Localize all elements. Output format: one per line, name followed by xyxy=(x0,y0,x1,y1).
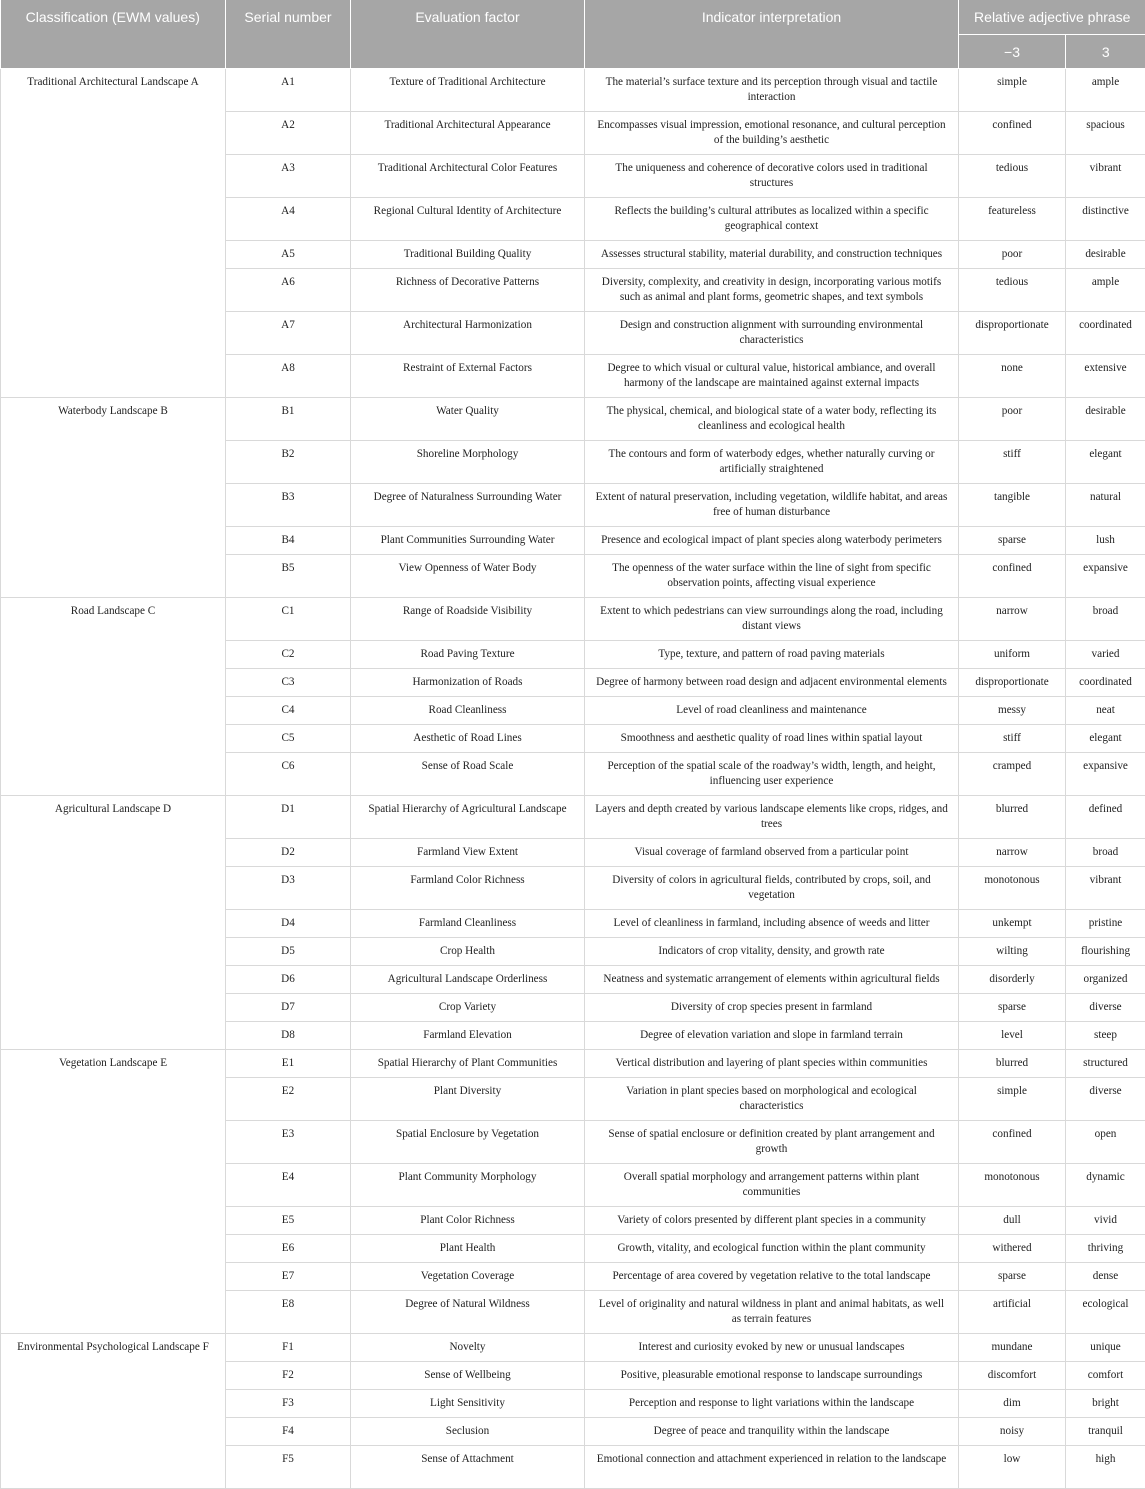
positive-phrase-cell: defined xyxy=(1066,796,1145,839)
negative-phrase-cell: disorderly xyxy=(959,966,1066,994)
evaluation-factor-cell: Degree of Naturalness Surrounding Water xyxy=(351,484,585,527)
table-row xyxy=(1,598,1145,641)
interpretation-cell: The openness of the water surface within the line of sight from specific observation points, affecting visual experience xyxy=(585,555,959,598)
positive-phrase-cell: diverse xyxy=(1066,994,1145,1022)
serial-number-cell: B5 xyxy=(226,555,351,598)
table-header xyxy=(1,0,1145,69)
evaluation-factor-cell: Spatial Hierarchy of Plant Communities xyxy=(351,1050,585,1078)
serial-number-cell: E7 xyxy=(226,1263,351,1291)
category-cell: Waterbody Landscape B xyxy=(1,398,226,598)
negative-phrase-cell: poor xyxy=(959,241,1066,269)
evaluation-factor-cell: View Openness of Water Body xyxy=(351,555,585,598)
positive-phrase-cell: lush xyxy=(1066,527,1145,555)
category-cell: Vegetation Landscape E xyxy=(1,1050,226,1334)
interpretation-cell: Overall spatial morphology and arrangement patterns within plant communities xyxy=(585,1164,959,1207)
interpretation-cell: Visual coverage of farmland observed from a particular point xyxy=(585,839,959,867)
negative-phrase-cell: featureless xyxy=(959,198,1066,241)
serial-number-cell: F1 xyxy=(226,1334,351,1362)
positive-phrase-cell: broad xyxy=(1066,598,1145,641)
negative-phrase-cell: cramped xyxy=(959,753,1066,796)
negative-phrase-cell: discomfort xyxy=(959,1362,1066,1390)
negative-phrase-cell: tedious xyxy=(959,155,1066,198)
positive-phrase-cell: coordinated xyxy=(1066,669,1145,697)
positive-phrase-cell: expansive xyxy=(1066,753,1145,796)
interpretation-cell: Emotional connection and attachment experienced in relation to the landscape xyxy=(585,1446,959,1489)
evaluation-factor-cell: Spatial Hierarchy of Agricultural Landscape xyxy=(351,796,585,839)
serial-number-cell: B4 xyxy=(226,527,351,555)
positive-phrase-cell: dense xyxy=(1066,1263,1145,1291)
positive-phrase-cell: pristine xyxy=(1066,910,1145,938)
interpretation-cell: Extent to which pedestrians can view surroundings along the road, including distant views xyxy=(585,598,959,641)
serial-number-cell: A5 xyxy=(226,241,351,269)
evaluation-factor-cell: Aesthetic of Road Lines xyxy=(351,725,585,753)
positive-phrase-cell: diverse xyxy=(1066,1078,1145,1121)
interpretation-cell: Perception of the spatial scale of the roadway’s width, length, and height, influencing user experience xyxy=(585,753,959,796)
serial-number-cell: C2 xyxy=(226,641,351,669)
positive-phrase-cell: desirable xyxy=(1066,241,1145,269)
positive-phrase-cell: comfort xyxy=(1066,1362,1145,1390)
positive-phrase-cell: distinctive xyxy=(1066,198,1145,241)
interpretation-cell: Interest and curiosity evoked by new or unusual landscapes xyxy=(585,1334,959,1362)
interpretation-cell: Layers and depth created by various landscape elements like crops, ridges, and trees xyxy=(585,796,959,839)
evaluation-factor-cell: Degree of Natural Wildness xyxy=(351,1291,585,1334)
serial-number-cell: D1 xyxy=(226,796,351,839)
serial-number-cell: E3 xyxy=(226,1121,351,1164)
negative-phrase-cell: sparse xyxy=(959,527,1066,555)
category-cell: Traditional Architectural Landscape A xyxy=(1,69,226,398)
interpretation-cell: Indicators of crop vitality, density, and growth rate xyxy=(585,938,959,966)
negative-phrase-cell: disproportionate xyxy=(959,312,1066,355)
positive-phrase-cell: ecological xyxy=(1066,1291,1145,1334)
table-row xyxy=(1,796,1145,839)
evaluation-factor-cell: Restraint of External Factors xyxy=(351,355,585,398)
serial-number-cell: B2 xyxy=(226,441,351,484)
serial-number-cell: D5 xyxy=(226,938,351,966)
positive-phrase-cell: broad xyxy=(1066,839,1145,867)
evaluation-factor-cell: Novelty xyxy=(351,1334,585,1362)
interpretation-cell: Perception and response to light variations within the landscape xyxy=(585,1390,959,1418)
evaluation-factor-cell: Sense of Attachment xyxy=(351,1446,585,1489)
positive-phrase-cell: elegant xyxy=(1066,441,1145,484)
serial-number-cell: E8 xyxy=(226,1291,351,1334)
serial-number-cell: E5 xyxy=(226,1207,351,1235)
positive-phrase-cell: vibrant xyxy=(1066,155,1145,198)
positive-phrase-cell: elegant xyxy=(1066,725,1145,753)
table-body xyxy=(1,69,1145,1489)
header-negative-score: −3 xyxy=(959,35,1066,69)
interpretation-cell: Growth, vitality, and ecological function within the plant community xyxy=(585,1235,959,1263)
category-cell: Environmental Psychological Landscape F xyxy=(1,1334,226,1489)
serial-number-cell: A4 xyxy=(226,198,351,241)
negative-phrase-cell: mundane xyxy=(959,1334,1066,1362)
interpretation-cell: Degree of peace and tranquility within the landscape xyxy=(585,1418,959,1446)
serial-number-cell: D6 xyxy=(226,966,351,994)
serial-number-cell: A2 xyxy=(226,112,351,155)
positive-phrase-cell: open xyxy=(1066,1121,1145,1164)
evaluation-factor-cell: Agricultural Landscape Orderliness xyxy=(351,966,585,994)
evaluation-factor-cell: Vegetation Coverage xyxy=(351,1263,585,1291)
negative-phrase-cell: dull xyxy=(959,1207,1066,1235)
evaluation-factor-cell: Seclusion xyxy=(351,1418,585,1446)
interpretation-cell: The contours and form of waterbody edges, whether naturally curving or artificially straightened xyxy=(585,441,959,484)
serial-number-cell: D8 xyxy=(226,1022,351,1050)
positive-phrase-cell: spacious xyxy=(1066,112,1145,155)
serial-number-cell: E1 xyxy=(226,1050,351,1078)
evaluation-factor-cell: Crop Health xyxy=(351,938,585,966)
serial-number-cell: D4 xyxy=(226,910,351,938)
negative-phrase-cell: level xyxy=(959,1022,1066,1050)
serial-number-cell: D3 xyxy=(226,867,351,910)
serial-number-cell: A8 xyxy=(226,355,351,398)
serial-number-cell: B1 xyxy=(226,398,351,441)
negative-phrase-cell: blurred xyxy=(959,1050,1066,1078)
header-positive-score: 3 xyxy=(1066,35,1145,69)
interpretation-cell: The uniqueness and coherence of decorative colors used in traditional structures xyxy=(585,155,959,198)
serial-number-cell: A6 xyxy=(226,269,351,312)
interpretation-cell: Degree to which visual or cultural value, historical ambiance, and overall harmony of the landscape are maintained against external impacts xyxy=(585,355,959,398)
serial-number-cell: E2 xyxy=(226,1078,351,1121)
evaluation-factor-cell: Farmland Elevation xyxy=(351,1022,585,1050)
interpretation-cell: Level of cleanliness in farmland, including absence of weeds and litter xyxy=(585,910,959,938)
negative-phrase-cell: messy xyxy=(959,697,1066,725)
positive-phrase-cell: thriving xyxy=(1066,1235,1145,1263)
interpretation-cell: Level of road cleanliness and maintenance xyxy=(585,697,959,725)
interpretation-cell: Degree of elevation variation and slope in farmland terrain xyxy=(585,1022,959,1050)
positive-phrase-cell: vivid xyxy=(1066,1207,1145,1235)
negative-phrase-cell: stiff xyxy=(959,725,1066,753)
interpretation-cell: Variety of colors presented by different plant species in a community xyxy=(585,1207,959,1235)
evaluation-factor-cell: Road Paving Texture xyxy=(351,641,585,669)
interpretation-cell: Sense of spatial enclosure or definition created by plant arrangement and growth xyxy=(585,1121,959,1164)
positive-phrase-cell: dynamic xyxy=(1066,1164,1145,1207)
negative-phrase-cell: narrow xyxy=(959,598,1066,641)
positive-phrase-cell: high xyxy=(1066,1446,1145,1489)
negative-phrase-cell: tedious xyxy=(959,269,1066,312)
serial-number-cell: F4 xyxy=(226,1418,351,1446)
negative-phrase-cell: artificial xyxy=(959,1291,1066,1334)
positive-phrase-cell: natural xyxy=(1066,484,1145,527)
positive-phrase-cell: extensive xyxy=(1066,355,1145,398)
interpretation-cell: Encompasses visual impression, emotional resonance, and cultural perception of the building’s aesthetic xyxy=(585,112,959,155)
evaluation-factor-cell: Range of Roadside Visibility xyxy=(351,598,585,641)
interpretation-cell: Neatness and systematic arrangement of elements within agricultural fields xyxy=(585,966,959,994)
serial-number-cell: F5 xyxy=(226,1446,351,1489)
negative-phrase-cell: disproportionate xyxy=(959,669,1066,697)
category-cell: Agricultural Landscape D xyxy=(1,796,226,1050)
negative-phrase-cell: simple xyxy=(959,1078,1066,1121)
interpretation-cell: The material’s surface texture and its perception through visual and tactile interaction xyxy=(585,69,959,112)
serial-number-cell: C6 xyxy=(226,753,351,796)
interpretation-cell: Positive, pleasurable emotional response to landscape surroundings xyxy=(585,1362,959,1390)
positive-phrase-cell: varied xyxy=(1066,641,1145,669)
interpretation-cell: Variation in plant species based on morphological and ecological characteristics xyxy=(585,1078,959,1121)
positive-phrase-cell: organized xyxy=(1066,966,1145,994)
evaluation-factor-cell: Light Sensitivity xyxy=(351,1390,585,1418)
header-classification: Classification (EWM values) xyxy=(1,0,226,69)
positive-phrase-cell: ample xyxy=(1066,69,1145,112)
serial-number-cell: B3 xyxy=(226,484,351,527)
evaluation-factor-cell: Regional Cultural Identity of Architecture xyxy=(351,198,585,241)
positive-phrase-cell: ample xyxy=(1066,269,1145,312)
evaluation-factor-cell: Texture of Traditional Architecture xyxy=(351,69,585,112)
positive-phrase-cell: tranquil xyxy=(1066,1418,1145,1446)
evaluation-factor-cell: Harmonization of Roads xyxy=(351,669,585,697)
negative-phrase-cell: confined xyxy=(959,555,1066,598)
interpretation-cell: Diversity of crop species present in farmland xyxy=(585,994,959,1022)
evaluation-factor-cell: Spatial Enclosure by Vegetation xyxy=(351,1121,585,1164)
negative-phrase-cell: simple xyxy=(959,69,1066,112)
interpretation-cell: The physical, chemical, and biological state of a water body, reflecting its cleanliness and ecological health xyxy=(585,398,959,441)
interpretation-cell: Assesses structural stability, material durability, and construction techniques xyxy=(585,241,959,269)
interpretation-cell: Vertical distribution and layering of plant species within communities xyxy=(585,1050,959,1078)
evaluation-factor-cell: Sense of Wellbeing xyxy=(351,1362,585,1390)
serial-number-cell: A1 xyxy=(226,69,351,112)
header-evaluation-factor: Evaluation factor xyxy=(351,0,585,69)
evaluation-factor-cell: Richness of Decorative Patterns xyxy=(351,269,585,312)
serial-number-cell: C5 xyxy=(226,725,351,753)
positive-phrase-cell: structured xyxy=(1066,1050,1145,1078)
negative-phrase-cell: none xyxy=(959,355,1066,398)
positive-phrase-cell: coordinated xyxy=(1066,312,1145,355)
evaluation-factor-cell: Road Cleanliness xyxy=(351,697,585,725)
evaluation-factor-cell: Plant Diversity xyxy=(351,1078,585,1121)
evaluation-factor-cell: Traditional Architectural Appearance xyxy=(351,112,585,155)
interpretation-cell: Smoothness and aesthetic quality of road lines within spatial layout xyxy=(585,725,959,753)
interpretation-cell: Diversity, complexity, and creativity in design, incorporating various motifs such as animal and plant forms, geometric shapes, and text symbols xyxy=(585,269,959,312)
interpretation-cell: Extent of natural preservation, including vegetation, wildlife habitat, and areas free of human disturbance xyxy=(585,484,959,527)
evaluation-factor-cell: Shoreline Morphology xyxy=(351,441,585,484)
evaluation-factor-cell: Crop Variety xyxy=(351,994,585,1022)
interpretation-cell: Level of originality and natural wildness in plant and animal habitats, as well as terrain features xyxy=(585,1291,959,1334)
negative-phrase-cell: stiff xyxy=(959,441,1066,484)
serial-number-cell: D2 xyxy=(226,839,351,867)
evaluation-factor-cell: Farmland Cleanliness xyxy=(351,910,585,938)
evaluation-factor-cell: Farmland View Extent xyxy=(351,839,585,867)
negative-phrase-cell: unkempt xyxy=(959,910,1066,938)
category-cell: Road Landscape C xyxy=(1,598,226,796)
serial-number-cell: E6 xyxy=(226,1235,351,1263)
negative-phrase-cell: monotonous xyxy=(959,1164,1066,1207)
positive-phrase-cell: flourishing xyxy=(1066,938,1145,966)
evaluation-factor-cell: Plant Color Richness xyxy=(351,1207,585,1235)
negative-phrase-cell: withered xyxy=(959,1235,1066,1263)
table-row xyxy=(1,398,1145,441)
negative-phrase-cell: noisy xyxy=(959,1418,1066,1446)
negative-phrase-cell: confined xyxy=(959,112,1066,155)
negative-phrase-cell: wilting xyxy=(959,938,1066,966)
positive-phrase-cell: bright xyxy=(1066,1390,1145,1418)
interpretation-cell: Percentage of area covered by vegetation relative to the total landscape xyxy=(585,1263,959,1291)
serial-number-cell: E4 xyxy=(226,1164,351,1207)
serial-number-cell: A7 xyxy=(226,312,351,355)
interpretation-cell: Reflects the building’s cultural attributes as localized within a specific geographical context xyxy=(585,198,959,241)
positive-phrase-cell: steep xyxy=(1066,1022,1145,1050)
header-relative-adjective-phrase: Relative adjective phrase xyxy=(959,0,1145,35)
evaluation-factor-cell: Architectural Harmonization xyxy=(351,312,585,355)
evaluation-factor-cell: Traditional Architectural Color Features xyxy=(351,155,585,198)
serial-number-cell: D7 xyxy=(226,994,351,1022)
negative-phrase-cell: poor xyxy=(959,398,1066,441)
table-row xyxy=(1,1334,1145,1362)
negative-phrase-cell: tangible xyxy=(959,484,1066,527)
serial-number-cell: F3 xyxy=(226,1390,351,1418)
header-indicator-interpretation: Indicator interpretation xyxy=(585,0,959,69)
interpretation-cell: Degree of harmony between road design and adjacent environmental elements xyxy=(585,669,959,697)
serial-number-cell: C3 xyxy=(226,669,351,697)
serial-number-cell: F2 xyxy=(226,1362,351,1390)
table-row xyxy=(1,69,1145,112)
evaluation-factor-cell: Plant Community Morphology xyxy=(351,1164,585,1207)
interpretation-cell: Presence and ecological impact of plant species along waterbody perimeters xyxy=(585,527,959,555)
positive-phrase-cell: desirable xyxy=(1066,398,1145,441)
serial-number-cell: C4 xyxy=(226,697,351,725)
evaluation-factor-cell: Plant Communities Surrounding Water xyxy=(351,527,585,555)
negative-phrase-cell: sparse xyxy=(959,994,1066,1022)
negative-phrase-cell: low xyxy=(959,1446,1066,1489)
negative-phrase-cell: confined xyxy=(959,1121,1066,1164)
negative-phrase-cell: monotonous xyxy=(959,867,1066,910)
negative-phrase-cell: dim xyxy=(959,1390,1066,1418)
positive-phrase-cell: neat xyxy=(1066,697,1145,725)
interpretation-cell: Diversity of colors in agricultural fields, contributed by crops, soil, and vegetation xyxy=(585,867,959,910)
serial-number-cell: A3 xyxy=(226,155,351,198)
interpretation-cell: Design and construction alignment with surrounding environmental characteristics xyxy=(585,312,959,355)
negative-phrase-cell: narrow xyxy=(959,839,1066,867)
evaluation-factor-cell: Sense of Road Scale xyxy=(351,753,585,796)
positive-phrase-cell: expansive xyxy=(1066,555,1145,598)
evaluation-factor-cell: Traditional Building Quality xyxy=(351,241,585,269)
table-row xyxy=(1,1050,1145,1078)
negative-phrase-cell: sparse xyxy=(959,1263,1066,1291)
evaluation-factor-cell: Farmland Color Richness xyxy=(351,867,585,910)
positive-phrase-cell: vibrant xyxy=(1066,867,1145,910)
interpretation-cell: Type, texture, and pattern of road paving materials xyxy=(585,641,959,669)
serial-number-cell: C1 xyxy=(226,598,351,641)
evaluation-factor-cell: Plant Health xyxy=(351,1235,585,1263)
negative-phrase-cell: uniform xyxy=(959,641,1066,669)
negative-phrase-cell: blurred xyxy=(959,796,1066,839)
header-serial-number: Serial number xyxy=(226,0,351,69)
evaluation-factor-cell: Water Quality xyxy=(351,398,585,441)
positive-phrase-cell: unique xyxy=(1066,1334,1145,1362)
